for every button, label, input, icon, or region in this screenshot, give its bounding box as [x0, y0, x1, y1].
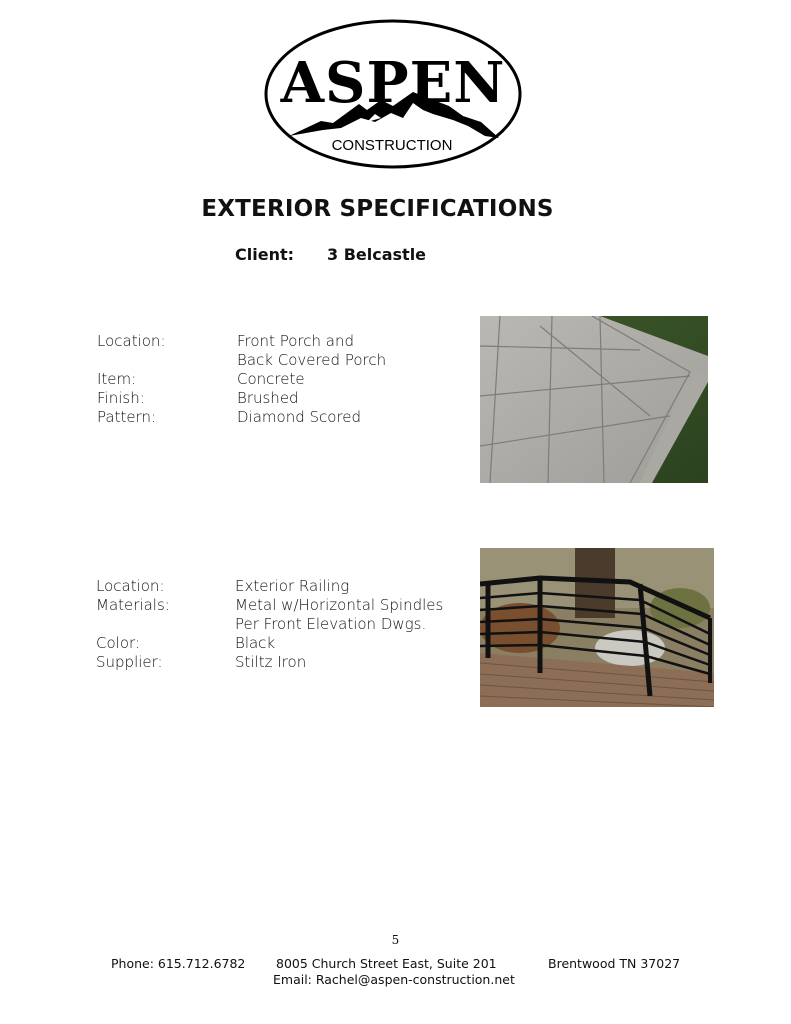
spec-value: Diamond Scored	[237, 408, 362, 426]
spec-value: Exterior Railing	[235, 577, 350, 595]
spec-value: Back Covered Porch	[237, 351, 387, 369]
spec-value: Metal w/Horizontal Spindles	[235, 596, 444, 614]
client-value: 3 Belcastle	[327, 245, 427, 264]
footer-address: 8005 Church Street East, Suite 201	[276, 956, 497, 971]
logo-subtitle: CONSTRUCTION	[331, 137, 453, 154]
page-title: EXTERIOR SPECIFICATIONS	[201, 196, 554, 222]
aspen-construction-logo	[263, 18, 523, 170]
footer-email: Email: Rachel@aspen-construction.net	[273, 972, 515, 987]
spec-value: Stiltz Iron	[235, 653, 307, 671]
spec-value: Per Front Elevation Dwgs.	[235, 615, 427, 633]
concrete-porch-photo	[480, 316, 708, 483]
spec-label: Materials:	[96, 596, 170, 614]
footer-city: Brentwood TN 37027	[548, 956, 681, 971]
client-label: Client:	[235, 245, 294, 264]
spec-label: Pattern:	[97, 408, 157, 426]
spec-value: Concrete	[237, 370, 305, 388]
spec-label: Location:	[96, 577, 165, 595]
spec-value: Front Porch and	[237, 332, 354, 350]
spec-label: Item:	[97, 370, 137, 388]
footer-phone: Phone: 615.712.6782	[111, 956, 246, 971]
spec-label: Color:	[96, 634, 140, 652]
spec-value: Black	[235, 634, 276, 652]
page-number: 5	[391, 933, 400, 947]
spec-value: Brushed	[237, 389, 299, 407]
spec-label: Supplier:	[96, 653, 163, 671]
logo-word: ASPEN	[280, 50, 506, 116]
spec-label: Finish:	[97, 389, 145, 407]
metal-railing-photo	[480, 548, 714, 707]
spec-label: Location:	[97, 332, 166, 350]
